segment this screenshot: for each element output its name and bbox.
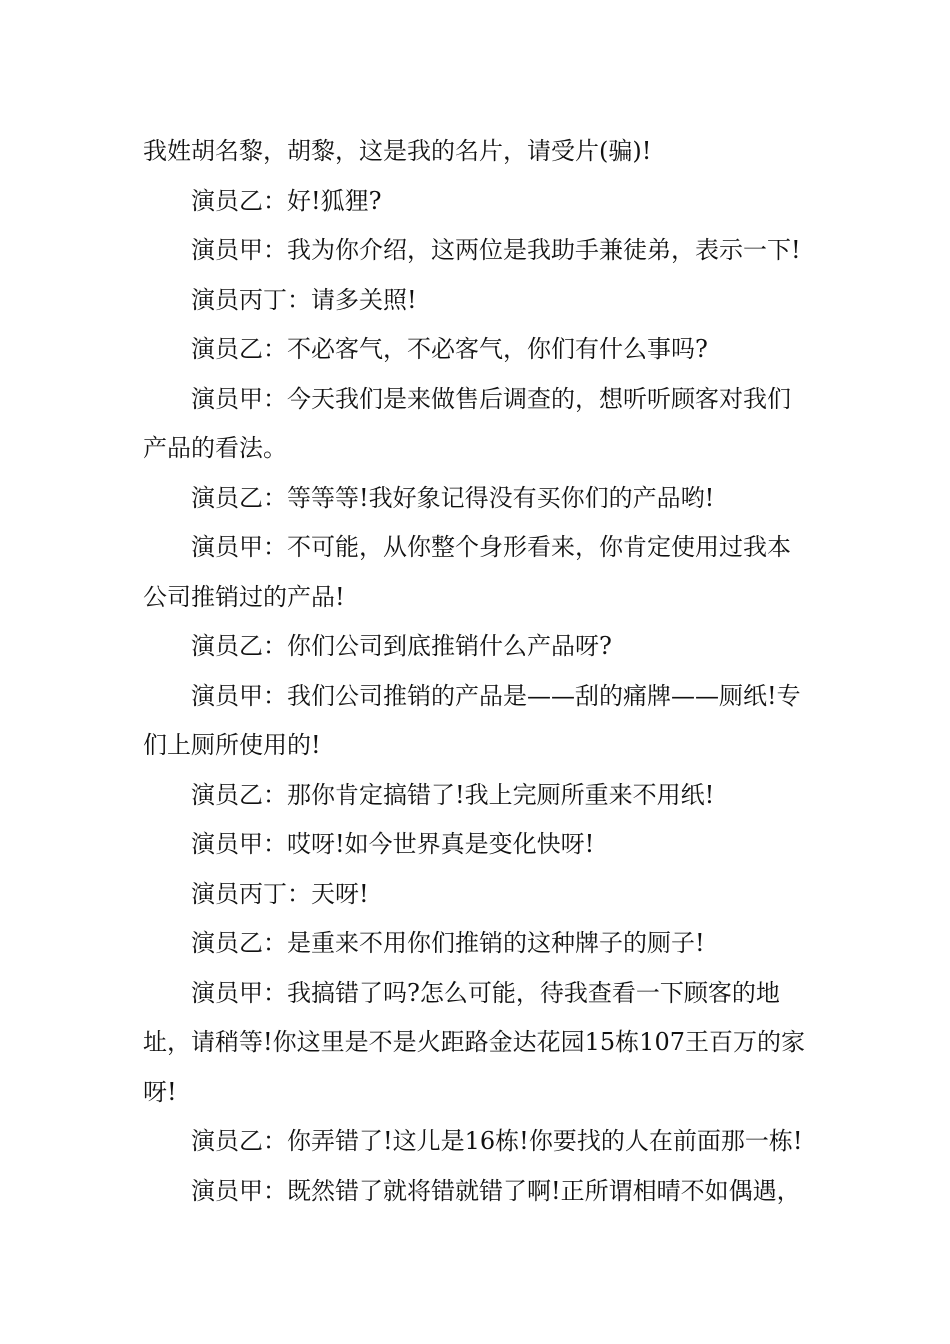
paragraph: 我姓胡名黎，胡黎，这是我的名片，请受片(骗)! (143, 137, 652, 165)
paragraph: 演员乙：不必客气，不必客气，你们有什么事吗? (191, 335, 708, 363)
paragraph: 演员丙丁：天呀! (191, 879, 369, 908)
paragraph: 演员甲：我搞错了吗?怎么可能，待我查看一下顾客的地址，请稍等!你这里是不是火距路金达花园15栋107王百万的家呀! (143, 978, 805, 1106)
document-body (143, 127, 813, 1216)
paragraph: 演员乙：你弄错了!这儿是16栋!你要找的人在前面那一栋! (191, 1127, 803, 1155)
paragraph: 演员乙：你们公司到底推销什么产品呀? (191, 632, 612, 660)
paragraph: 演员乙：是重来不用你们推销的这种牌子的厕子! (191, 929, 705, 957)
paragraph: 演员乙：等等等!我好象记得没有买你们的产品哟! (191, 483, 715, 512)
paragraph: 演员乙：好!狐狸? (191, 186, 382, 215)
paragraph: 演员甲：今天我们是来做售后调查的，想听听顾客对我们产品的看法。 (143, 384, 791, 462)
paragraph: 演员乙：那你肯定搞错了!我上完厕所重来不用纸! (191, 780, 715, 809)
paragraph: 演员丙丁：请多关照! (191, 285, 417, 314)
paragraph: 演员甲：不可能，从你整个身形看来，你肯定使用过我本公司推销过的产品! (143, 533, 791, 611)
paragraph: 演员甲：我为你介绍，这两位是我助手兼徒弟，表示一下! (191, 236, 801, 264)
paragraph: 演员甲：我们公司推销的产品是——刮的痛牌——厕纸!专们上厕所使用的! (143, 681, 801, 759)
paragraph: 演员甲：既然错了就将错就错了啊!正所谓相晴不如偶遇， (191, 1176, 801, 1205)
paragraph: 演员甲：哎呀!如今世界真是变化快呀! (191, 830, 595, 858)
